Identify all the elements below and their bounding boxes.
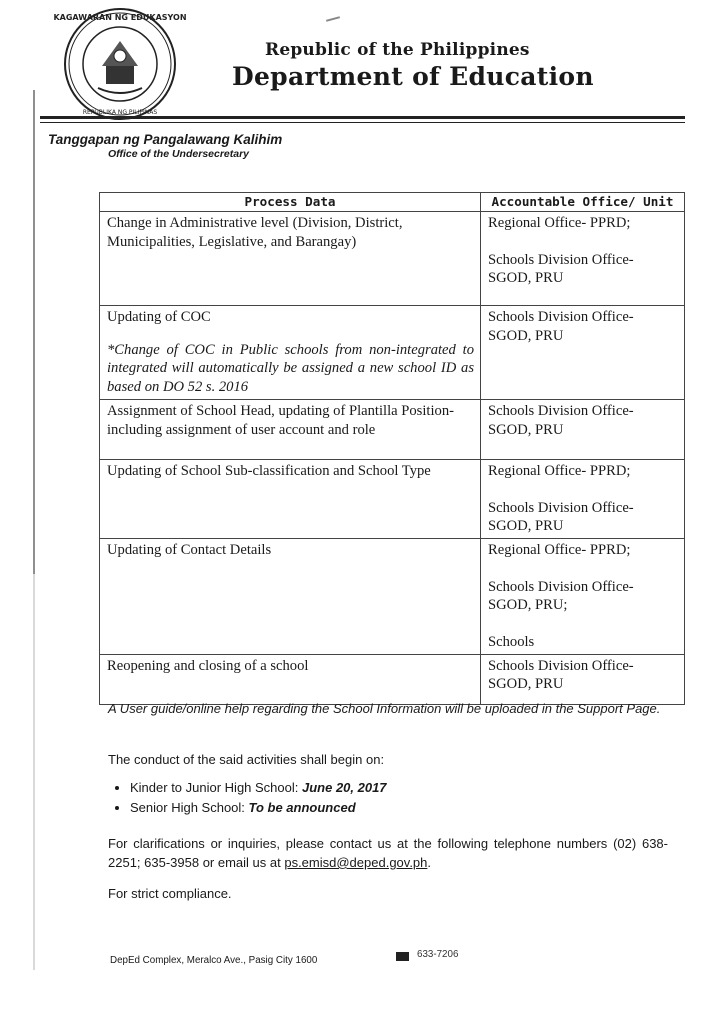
header-rule-thin	[40, 122, 685, 123]
table-row	[100, 306, 685, 400]
footer-phone: 633-7206	[417, 949, 459, 960]
schedule-item	[130, 778, 387, 798]
email-link[interactable]: ps.emisd@deped.gov.ph	[284, 854, 428, 870]
clarification-text: For clarifications or inquiries, please contact us at the following telephone numbers (02) 638-2251; 635-3958 or email us at	[108, 836, 668, 870]
table-header-row	[100, 193, 685, 212]
department-heading: Department of Education	[232, 62, 594, 91]
user-guide-note: A User guide/online help regarding the School Information will be uploaded in the Support Page.	[108, 701, 661, 716]
republic-heading: Republic of the Philippines	[265, 40, 530, 60]
office-line: Schools Division Office- SGOD, PRU	[488, 499, 634, 535]
conduct-intro: The conduct of the said activities shall begin on:	[108, 752, 385, 767]
process-table	[99, 192, 685, 705]
binding-margin-line	[33, 90, 35, 970]
table-row	[100, 539, 685, 655]
scan-mark	[326, 16, 340, 22]
office-cell	[481, 539, 685, 655]
schedule-date: June 20, 2017	[301, 780, 387, 795]
process-text: Reopening and closing of a school	[107, 657, 309, 674]
table-row	[100, 460, 685, 539]
clarification-end: .	[427, 854, 432, 870]
svg-text:KAGAWARAN NG EDUKASYON: KAGAWARAN NG EDUKASYON	[53, 13, 187, 22]
process-cell	[100, 654, 481, 704]
schedule-date: To be announced	[248, 800, 356, 816]
closing-line: For strict compliance.	[108, 886, 232, 901]
process-cell	[100, 306, 481, 400]
deped-seal	[53, 6, 187, 122]
office-line: Regional Office- PPRD;	[488, 463, 631, 480]
office-cell	[481, 400, 685, 460]
schedule-label: Kinder to Junior High School:	[130, 780, 302, 795]
office-name-english: Office of the Undersecretary	[108, 148, 250, 160]
footer-address: DepEd Complex, Meralco Ave., Pasig City 1600	[110, 955, 318, 966]
header-rule-thick	[40, 116, 685, 119]
office-line: Schools Division Office- SGOD, PRU	[488, 657, 634, 693]
clarification-paragraph	[108, 835, 668, 873]
header-process-data: Process Data	[100, 193, 481, 212]
table-row	[100, 654, 685, 704]
process-text: Updating of Contact Details	[107, 542, 272, 559]
office-name-filipino: Tanggapan ng Pangalawang Kalihim	[48, 132, 283, 147]
process-text: Assignment of School Head, updating of Plantilla Position- including assignment of user account and role	[107, 403, 454, 438]
office-cell	[481, 460, 685, 539]
office-line: Regional Office- PPRD;	[488, 542, 631, 559]
table-row	[100, 212, 685, 306]
process-text: Updating of School Sub-classification and School Type	[107, 463, 431, 480]
office-line: Schools Division Office- SGOD, PRU;	[488, 578, 634, 614]
office-line: Regional Office- PPRD;	[488, 215, 631, 232]
process-cell	[100, 460, 481, 539]
header-accountable-office: Accountable Office/ Unit	[481, 193, 685, 212]
schedule-list	[112, 778, 387, 818]
table-row	[100, 400, 685, 460]
process-cell	[100, 212, 481, 306]
schedule-item	[130, 798, 387, 818]
process-cell	[100, 539, 481, 655]
office-cell	[481, 212, 685, 306]
phone-icon	[396, 952, 409, 961]
office-line: Schools Division Office- SGOD, PRU	[488, 309, 634, 344]
process-text: Updating of COC	[107, 309, 211, 326]
process-cell	[100, 400, 481, 460]
office-cell	[481, 306, 685, 400]
schedule-label: Senior High School:	[130, 800, 249, 816]
process-note: *Change of COC in Public schools from non-integrated to integrated will automatically be assigned a new school ID as based on DO 52 s. 2016	[107, 341, 474, 396]
office-line: Schools Division Office- SGOD, PRU	[488, 251, 634, 287]
office-line: Schools Division Office- SGOD, PRU	[488, 403, 634, 438]
office-cell	[481, 654, 685, 704]
process-text: Change in Administrative level (Division, District, Municipalities, Legislative, and Barangay)	[107, 215, 403, 250]
office-line: Schools	[488, 634, 535, 651]
svg-text:REPUBLIKA NG PILIPINAS: REPUBLIKA NG PILIPINAS	[82, 109, 158, 116]
